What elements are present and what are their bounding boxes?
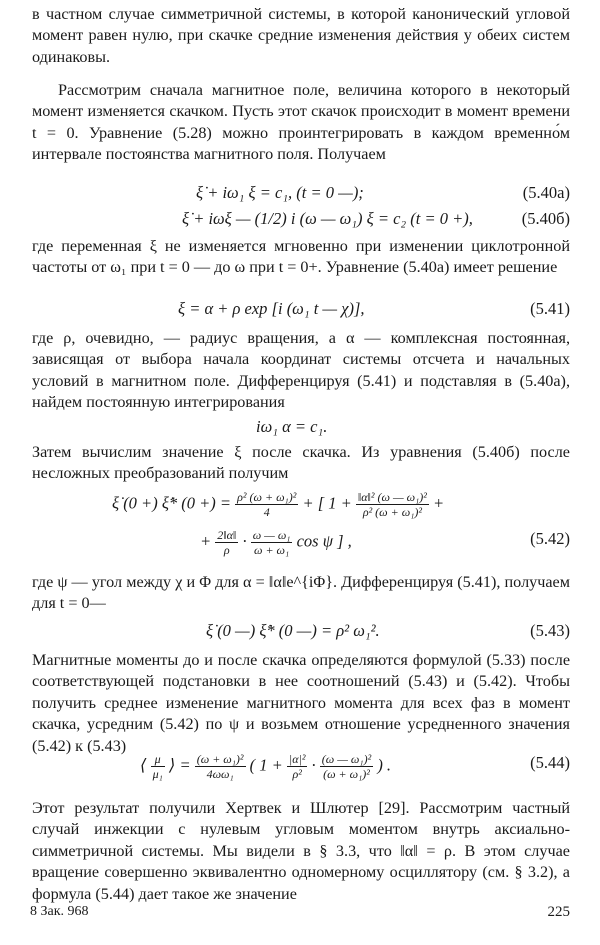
paragraph-radius: где ρ, очевидно, — радиус вращения, а α — комплексная постоянная, зависящая от выбора начала координат системы отсчета и начальных условий в магнитном поле. Дифференцируя (5.41) и подставляя в (5.40а), найдем постоянную интегрирования <box>32 329 570 412</box>
equation-5-44-mu-ratio: $\frac{\mu}{\text{μ₁}}$ <box>152 752 163 781</box>
paragraph-variable-xi: где переменная ξ не изменяется мгновенно при изменении циклотронной частоты от ω₁ при t = 0 — до ω при t = 0+. Уравнение (5.40а) имеет решение <box>32 237 570 277</box>
equation-5-40b-body: ξ̇ + iωξ — (1/2) i (ω — ω₁) ξ = c₂ (t = 0 +), <box>182 209 473 228</box>
paragraph-angle-psi: где ψ — угол между χ и Φ для α = ‖α‖e^{iΦ}. Дифференцируя (5.41), получаем для t = 0— <box>32 573 570 613</box>
equation-5-43-body: ξ̇ (0 —) ξ̇* (0 —) = ρ² ω₁². <box>206 621 380 640</box>
equation-5-43-number: (5.43) <box>530 621 570 640</box>
equation-5-44-fraction-2: $\frac{\text{|α|²}}{\text{ρ²}}$ <box>288 752 306 781</box>
equation-5-40a-number: (5.40а) <box>522 183 570 202</box>
paragraph-magnetic-jump: Рассмотрим сначала магнитное поле, величина которого в некоторый момент изменяется скачком. Пусть этот скачок происходит в момент времени t = 0. Уравнение (5.28) можно проинтегрировать в каждом временно́м интервале постоянства магнитного поля. Получаем <box>32 81 570 164</box>
paragraph-after-jump: Затем вычислим значение ξ после скачка. Из уравнения (5.40б) после несложных преобразований получим <box>32 443 570 483</box>
equation-5-40a-body: ξ̇ + iω₁ ξ = c₁, (t = 0 —); <box>196 183 364 202</box>
paragraph-magnetic-moments: Магнитные моменты до и после скачка определяются формулой (5.33) после соответствующей подстановки в нее соотношений (5.43) и (5.42). Чтобы получить среднее изменение магнитного момента для всех фаз в момент скачка, усредним (5.42) по ψ и возьмем отношение усредненного значения (5.42) к (5.43) <box>32 651 570 755</box>
paragraph-intro: в частном случае симметричной системы, в которой канонический угловой момент равен нулю, при скачке средние изменения действия у обеих систем одинаковы. <box>32 5 570 66</box>
equation-5-40b-number: (5.40б) <box>521 209 570 228</box>
equation-5-42-line-1-body <box>112 490 444 519</box>
footer-order-mark: 8 Зак. 968 <box>30 904 89 919</box>
equation-5-42-bracket-open: + [ 1 + <box>302 493 352 513</box>
equation-5-42-number: (5.42) <box>530 529 570 548</box>
equation-5-42-fraction-3: $\frac{2‖\alpha‖}{\rho}$ <box>217 528 237 557</box>
equation-5-42-line-2-body: + $\frac{2‖\alpha‖}{\rho}$ · $\frac{\text{ω — ω₁}}{\text{ω + ω₁}}$ cos ψ ] , <box>200 528 352 557</box>
equation-integration-constant-body: iω₁ α = c₁. <box>256 417 328 436</box>
equation-5-41-body: ξ = α + ρ exp [i (ω₁ t — χ)], <box>178 299 365 318</box>
equation-5-44-fraction-3: $\frac{\text{(ω — ω₁)²}}{\text{(ω + ω₁)²}}$ <box>321 752 372 781</box>
equation-5-42-fraction-4: $\frac{\text{ω — ω₁}}{\text{ω + ω₁}}$ <box>252 528 291 557</box>
paragraph-hertweck-schluter: Этот результат получили Хертвек и Шлютер [29]. Рассмотрим частный случай инжекции с нулевым угловым моментом внутрь аксиально-симметричной системы. Мы видели в § 3.3, что ‖α‖ = ρ. В этом случае вращение совершенно эквивалентно одномерному осциллятору (см. § 3.2), а формула (5.44) дает такое же значение <box>32 799 570 903</box>
equation-5-44-body: ⟨ $\frac{\mu}{\text{μ₁}}$ ⟩ = $\frac{\text{(ω + ω₁)²}}{\text{4ωω₁}}$ ( 1 + $\frac{\text{|α|²}}{\text{ρ²}}$ · $\frac{\text{(ω — ω₁)²}}{\text{(ω + ω₁)²}}$ ) . <box>140 752 392 781</box>
equation-5-42-fraction-1: $\frac{\text{ρ² (ω + ω₁)²}}{4}$ <box>237 490 297 519</box>
equation-5-44-number: (5.44) <box>530 753 570 772</box>
equation-5-42-fraction-2: $\frac{\text{‖α‖² (ω — ω₁)²}}{\text{ρ² (ω + ω₁)²}}$ <box>357 490 427 519</box>
equation-5-42-lhs: ξ̇ (0 +) ξ̇* (0 +) = <box>112 493 232 513</box>
equation-5-41-number: (5.41) <box>530 299 570 318</box>
page-number: 225 <box>547 904 570 920</box>
equation-5-44-fraction-1: $\frac{\text{(ω + ω₁)²}}{\text{4ωω₁}}$ <box>196 752 244 781</box>
equation-5-42-plus: + <box>433 493 445 513</box>
